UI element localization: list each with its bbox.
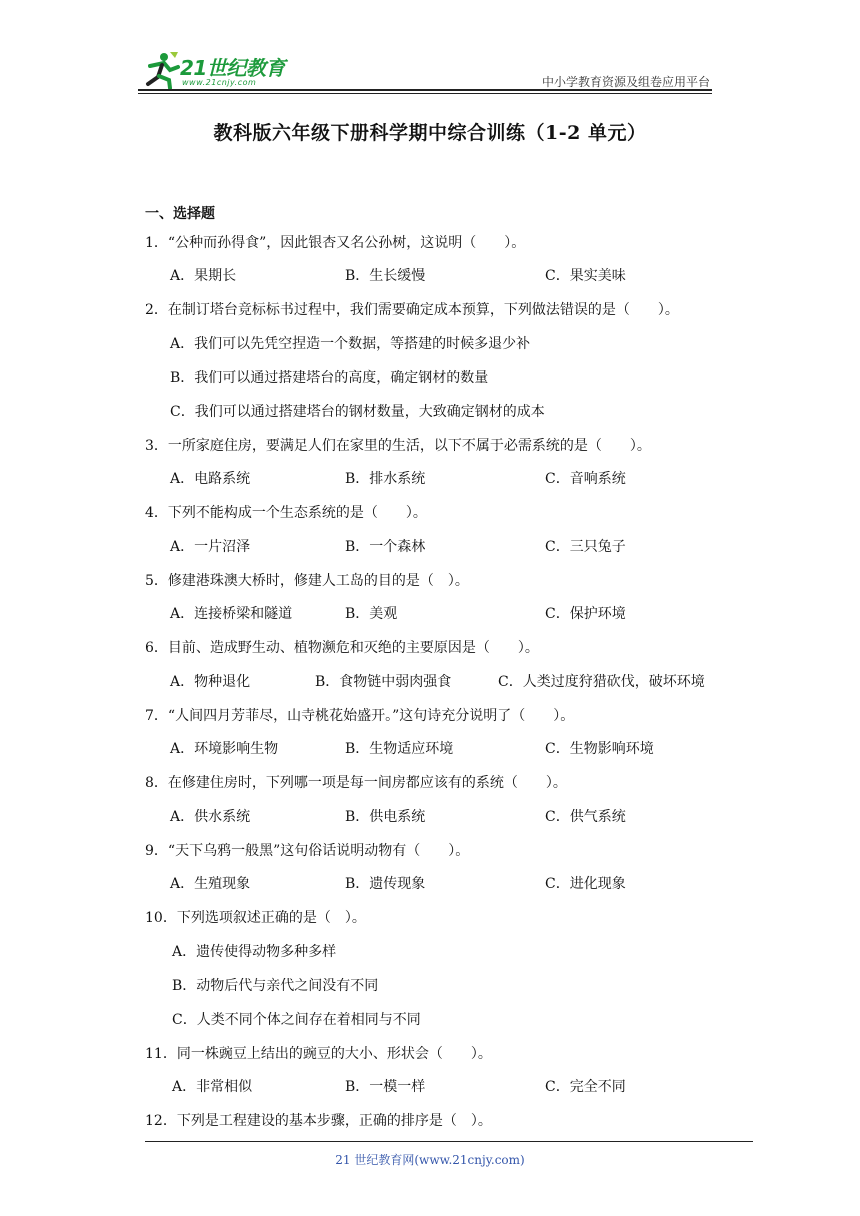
question-stem: 12．下列是工程建设的基本步骤，正确的排序是（ ）。 bbox=[145, 1113, 492, 1129]
option-b: B．食物链中弱肉强食 bbox=[315, 674, 452, 690]
option-b: B．排水系统 bbox=[345, 471, 426, 487]
header-divider-thin bbox=[138, 93, 712, 94]
option-b: B．一个森林 bbox=[345, 539, 426, 555]
site-logo bbox=[142, 48, 312, 92]
question-stem: 11．同一株豌豆上结出的豌豆的大小、形状会（ ）。 bbox=[145, 1046, 492, 1062]
option-c: C．完全不同 bbox=[545, 1079, 626, 1095]
option-a: A．非常相似 bbox=[172, 1079, 253, 1095]
option-a: A．果期长 bbox=[170, 268, 237, 284]
option-a: A．我们可以先凭空捏造一个数据，等搭建的时候多退少补 bbox=[170, 336, 531, 352]
option-b: B．动物后代与亲代之间没有不同 bbox=[172, 978, 379, 994]
option-b: B．一模一样 bbox=[345, 1079, 426, 1095]
option-c: C．果实美味 bbox=[545, 268, 626, 284]
section-heading: 一、选择题 bbox=[145, 206, 215, 222]
option-a: A．生殖现象 bbox=[170, 876, 251, 892]
option-a: A．物种退化 bbox=[170, 674, 251, 690]
option-c: C．三只兔子 bbox=[545, 539, 626, 555]
question-stem: 4．下列不能构成一个生态系统的是（ ）。 bbox=[145, 505, 427, 521]
question-stem: 10．下列选项叙述正确的是（ ）。 bbox=[145, 910, 366, 926]
option-b: B．我们可以通过搭建塔台的高度，确定钢材的数量 bbox=[170, 370, 489, 386]
page-footer: 21 世纪教育网(www.21cnjy.com) bbox=[335, 1153, 525, 1167]
option-b: B．生长缓慢 bbox=[345, 268, 426, 284]
option-c: C．生物影响环境 bbox=[545, 741, 654, 757]
option-c: C．人类过度狩猎砍伐，破坏环境 bbox=[498, 674, 705, 690]
option-a: A．遗传使得动物多种多样 bbox=[172, 944, 337, 960]
option-b: B．生物适应环境 bbox=[345, 741, 454, 757]
question-stem: 8．在修建住房时，下列哪一项是每一间房都应该有的系统（ ）。 bbox=[145, 775, 567, 791]
option-a: A．供水系统 bbox=[170, 809, 251, 825]
page-title: 教科版六年级下册科学期中综合训练（1-2 单元） bbox=[213, 122, 647, 144]
question-stem: 1．“公种而孙得食”，因此银杏又名公孙树，这说明（ ）。 bbox=[145, 235, 526, 251]
option-a: A．环境影响生物 bbox=[170, 741, 279, 757]
option-c: C．音响系统 bbox=[545, 471, 626, 487]
option-a: A．一片沼泽 bbox=[170, 539, 251, 555]
logo-url: www.21cnjy.com bbox=[182, 78, 257, 87]
question-stem: 7．“人间四月芳菲尽，山寺桃花始盛开。”这句诗充分说明了（ ）。 bbox=[145, 708, 575, 724]
option-b: B．美观 bbox=[345, 606, 398, 622]
question-stem: 6．目前、造成野生动、植物濒危和灭绝的主要原因是（ ）。 bbox=[145, 640, 539, 656]
question-stem: 2．在制订塔台竞标标书过程中，我们需要确定成本预算，下列做法错误的是（ ）。 bbox=[145, 302, 679, 318]
option-c: C．我们可以通过搭建塔台的钢材数量，大致确定钢材的成本 bbox=[170, 404, 545, 420]
option-b: B．遗传现象 bbox=[345, 876, 426, 892]
option-b: B．供电系统 bbox=[345, 809, 426, 825]
option-c: C．进化现象 bbox=[545, 876, 626, 892]
footer-divider bbox=[145, 1141, 753, 1142]
option-c: C．人类不同个体之间存在着相同与不同 bbox=[172, 1012, 421, 1028]
question-stem: 5．修建港珠澳大桥时，修建人工岛的目的是（ ）。 bbox=[145, 573, 469, 589]
question-stem: 9．“天下乌鸦一般黑”这句俗话说明动物有（ ）。 bbox=[145, 843, 470, 859]
question-stem: 3．一所家庭住房，要满足人们在家里的生活，以下不属于必需系统的是（ ）。 bbox=[145, 438, 651, 454]
option-a: A．连接桥梁和隧道 bbox=[170, 606, 293, 622]
platform-label: 中小学教育资源及组卷应用平台 bbox=[541, 75, 710, 89]
option-a: A．电路系统 bbox=[170, 471, 251, 487]
option-c: C．保护环境 bbox=[545, 606, 626, 622]
option-c: C．供气系统 bbox=[545, 809, 626, 825]
runner-logo-icon bbox=[142, 50, 182, 90]
header-divider bbox=[138, 89, 712, 91]
logo-text: 21世纪教育 bbox=[180, 56, 285, 80]
page-header bbox=[138, 44, 712, 92]
